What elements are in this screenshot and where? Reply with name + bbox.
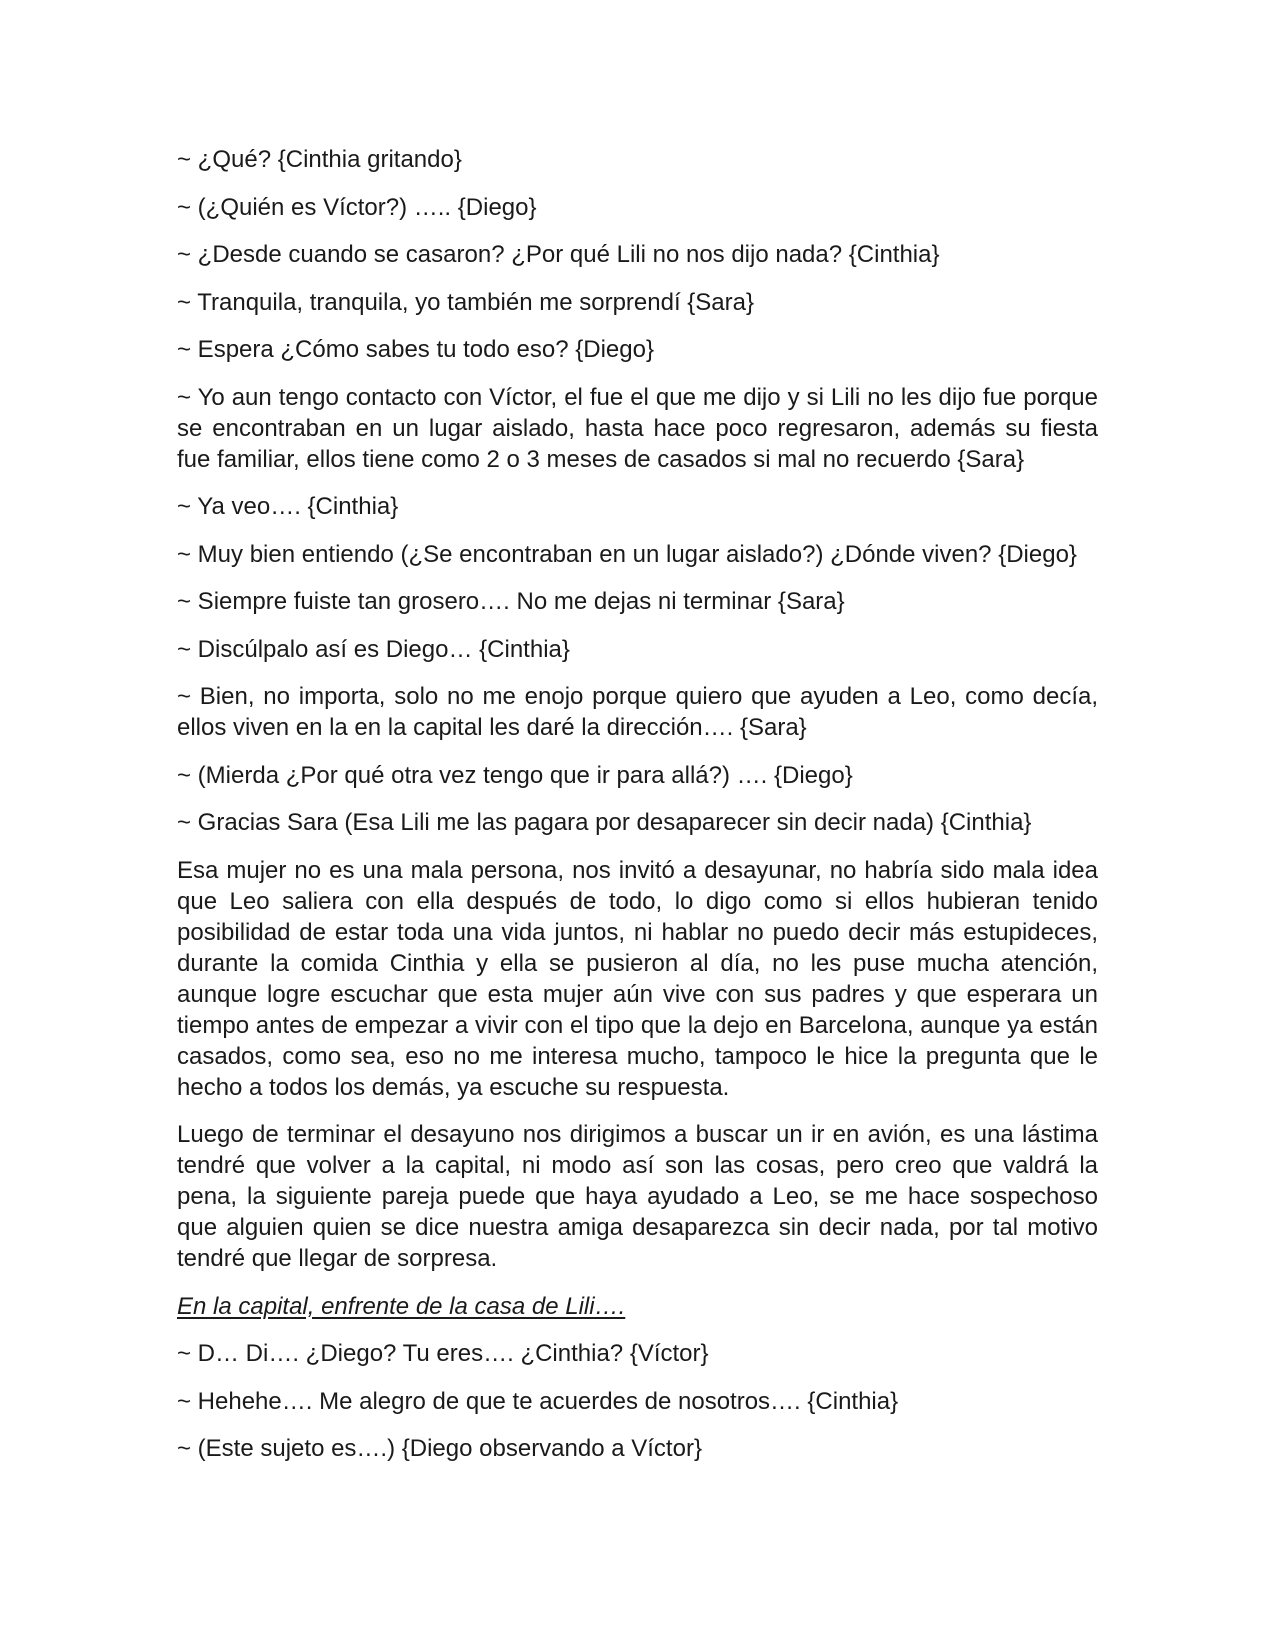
document-page xyxy=(177,144,1098,1481)
dialogue-line: ~ Yo aun tengo contacto con Víctor, el fue el que me dijo y si Lili no les dijo fue porque se encontraban en un lugar aislado, hasta hace poco regresaron, además su fiesta fue familiar, ellos tiene como 2 o 3 meses de casados si mal no recuerdo {Sara} xyxy=(177,383,1098,473)
dialogue-line: ~ (¿Quién es Víctor?) ….. {Diego} xyxy=(177,193,537,221)
dialogue-line: ~ Espera ¿Cómo sabes tu todo eso? {Diego} xyxy=(177,336,654,363)
dialogue-line: ~ (Mierda ¿Por qué otra vez tengo que ir para allá?) …. {Diego} xyxy=(177,761,853,789)
dialogue-line: ~ D… Di…. ¿Diego? Tu eres…. ¿Cinthia? {Víctor} xyxy=(177,1340,709,1367)
dialogue-line: ~ Siempre fuiste tan grosero…. No me dejas ni terminar {Sara} xyxy=(177,588,845,615)
dialogue-line: ~ ¿Qué? {Cinthia gritando} xyxy=(177,146,462,173)
dialogue-line: ~ Hehehe…. Me alegro de que te acuerdes de nosotros…. {Cinthia} xyxy=(177,1387,899,1415)
dialogue-line: ~ ¿Desde cuando se casaron? ¿Por qué Lili no nos dijo nada? {Cinthia} xyxy=(177,241,940,268)
dialogue-line: ~ Bien, no importa, solo no me enojo porque quiero que ayuden a Leo, como decía, ellos viven en la en la capital les daré la dirección…. {Sara} xyxy=(177,683,1098,741)
dialogue-line: ~ Ya veo…. {Cinthia} xyxy=(177,493,399,520)
dialogue-line: ~ Tranquila, tranquila, yo también me sorprendí {Sara} xyxy=(177,288,755,316)
dialogue-line: ~ (Este sujeto es….) {Diego observando a Víctor} xyxy=(177,1435,702,1462)
narrative-paragraph: Esa mujer no es una mala persona, nos invitó a desayunar, no habría sido mala idea que Leo saliera con ella después de todo, lo digo como si ellos hubieran tenido posibilidad de estar toda una vida juntos, ni hablar no puedo decir más estupideces, durante la comida Cinthia y ella se pusieron al día, no les puse mucha atención, aunque logre escuchar que esta mujer aún vive con sus padres y que esperara un tiempo antes de empezar a vivir con el tipo que la dejo en Barcelona, aunque ya están casados, como sea, eso no me interesa mucho, tampoco le hice la pregunta que le hecho a todos los demás, ya escuche su respuesta. xyxy=(177,856,1098,1101)
dialogue-line: ~ Discúlpalo así es Diego… {Cinthia} xyxy=(177,635,570,663)
narrative-paragraph: Luego de terminar el desayuno nos dirigimos a buscar un ir en avión, es una lástima tendré que volver a la capital, ni modo así son las cosas, pero creo que valdrá la pena, la siguiente pareja puede que haya ayudado a Leo, se me hace sospechoso que alguien quien se dice nuestra amiga desaparezca sin decir nada, por tal motivo tendré que llegar de sorpresa. xyxy=(177,1121,1098,1272)
dialogue-line: ~ Gracias Sara (Esa Lili me las pagara por desaparecer sin decir nada) {Cinthia} xyxy=(177,809,1032,836)
dialogue-line: ~ Muy bien entiendo (¿Se encontraban en un lugar aislado?) ¿Dónde viven? {Diego} xyxy=(177,540,1077,568)
scene-heading: En la capital, enfrente de la casa de Lili…. xyxy=(177,1292,626,1320)
